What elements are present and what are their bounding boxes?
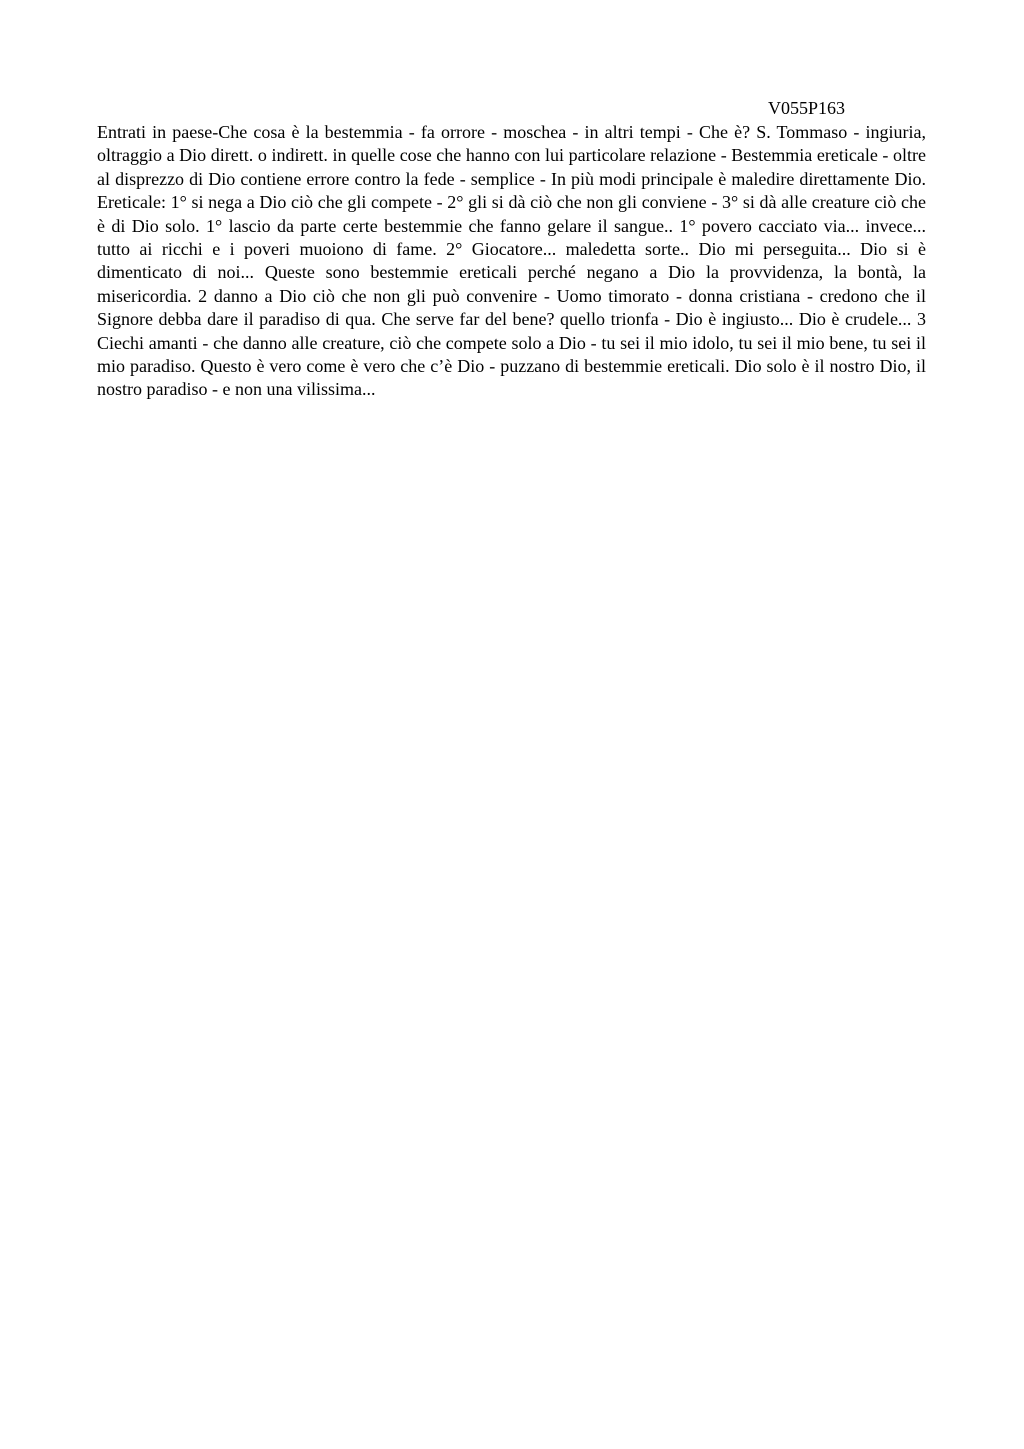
body-paragraph: Entrati in paese-Che cosa è la bestemmia - fa orrore - moschea - in altri tempi - Che è? S. Tommaso - ingiuria, oltraggio a Dio dirett. o indirett. in quelle cose che hanno con lui particolare relazione - Bestemmia ereticale - oltre al disprezzo di Dio contiene errore contro la fede - semplice - In più modi principale è maledire direttamente Dio. Ereticale: 1° si nega a Dio ciò che gli compete - 2° gli si dà ciò che non gli conviene - 3° si dà alle creature ciò che è di Dio solo. 1° lascio da parte certe bestemmie che fanno gelare il sangue.. 1° povero cacciato via... invece... tutto ai ricchi e i poveri muoiono di fame. 2° Giocatore... maledetta sorte.. Dio mi perseguita... Dio si è dimenticato di noi... Queste sono bestemmie ereticali perché negano a Dio la provvidenza, la bontà, la misericordia. 2 danno a Dio ciò che non gli può convenire - Uomo timorato - donna cristiana - credono che il Signore debba dare il paradiso di qua. Che serve far del bene? quello trionfa - Dio è ingiusto... Dio è crudele... 3 Ciechi amanti - che danno alle creature, ciò che compete solo a Dio - tu sei il mio idolo, tu sei il mio bene, tu sei il mio paradiso. Questo è vero come è vero che c’è Dio - puzzano di bestemmie ereticali. Dio solo è il nostro Dio, il nostro paradiso - e non una vilissima...	[97, 122, 926, 400]
page-reference-code: V055P163	[768, 98, 846, 118]
